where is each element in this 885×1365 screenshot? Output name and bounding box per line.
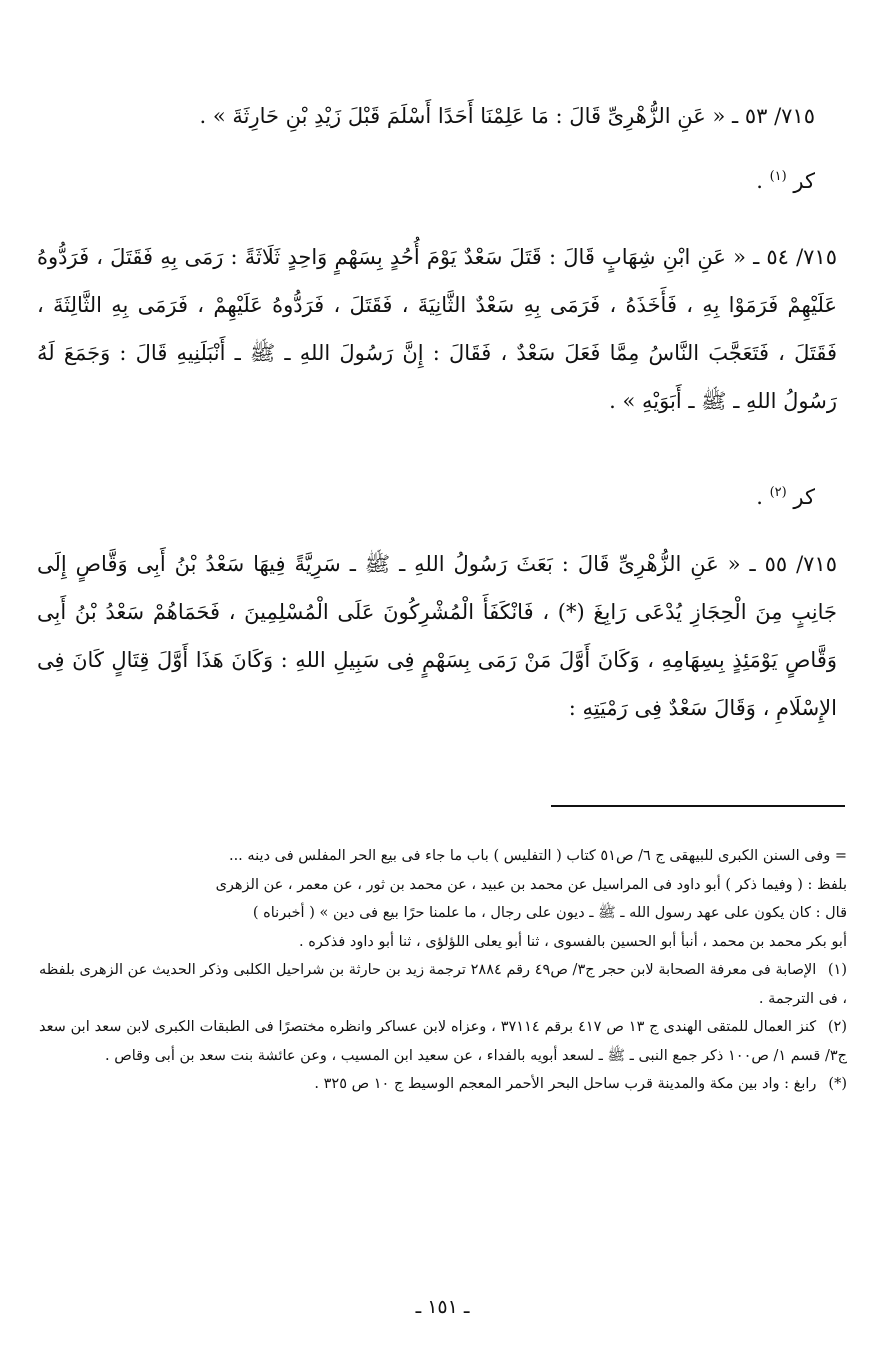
source-53-abbrev: كر: [793, 169, 815, 193]
footnote-star-text: رابغ : واد بين مكة والمدينة قرب ساحل البحر الأحمر المعجم الوسيط ج ١٠ ص ٣٢٥ .: [314, 1076, 817, 1092]
page-number: ـ ١٥١ ـ: [415, 1296, 470, 1318]
hadith-54: ٧١٥/ ٥٤ ـ « عَنِ ابْنِ شِهَابٍ قَالَ : قَتَلَ سَعْدٌ يَوْمَ أُحُدٍ بِسَهْمٍ وَاحِدٍ ثَلَاثَةً : رَمَى بِهِ فَقَتَلَ ، فَرَدُّوهُ عَلَيْهِمْ فَرَمَوْا بِهِ ، فَأَخَذَهُ ، فَرَمَى بِهِ سَعْدٌ الثَّانِيَةَ ، فَقَتَلَ ، فَرَدُّوهُ عَلَيْهِمْ ، فَرَمَى بِهِ الثَّالِثَةَ ، فَقَتَلَ ، فَتَعَجَّبَ النَّاسُ مِمَّا فَعَلَ سَعْدٌ ، فَقَالَ : إِنَّ رَسُولَ اللهِ ـ ﷺ ـ أَنْبَلَنِيهِ قَالَ : وَجَمَعَ لَهُ رَسُولُ اللهِ ـ ﷺ ـ أَبَوَيْهِ » .: [37, 245, 837, 413]
footnote-2-text: كنز العمال للمتقى الهندى ج ١٣ ص ٤١٧ برقم ٣٧١١٤ ، وعزاه لابن عساكر وانظره مختصرًا فى الطبقات الكبرى لابن سعد ابن سعد ج٣/ قسم ١/ ص١٠٠ ذكر جمع النبى ـ ﷺ ـ لسعد أبويه بالفداء ، عن سعيد ابن المسيب ، وعن عائشة بنت سعد بن أبى وقاص .: [39, 1019, 847, 1064]
source-53: [15, 162, 815, 196]
footnote-star: [39, 1070, 847, 1099]
hadith-55: ٧١٥/ ٥٥ ـ « عَنِ الزُّهْرِىِّ قَالَ : بَعَثَ رَسُولُ اللهِ ـ ﷺ ـ سَرِيَّةً فِيهَا سَعْدُ بْنُ أَبِى وَقَّاصٍ إِلَى جَانِبٍ مِنَ الْحِجَازِ يُدْعَى رَابِغَ (*) ، فَانْكَفَأَ الْمُشْرِكُونَ عَلَى الْمُسْلِمِينَ ، فَحَمَاهُمْ سَعْدُ بْنُ أَبِى وَقَّاصٍ يَوْمَئِذٍ بِسِهَامِهِ ، وَكَانَ أَوَّلَ مَنْ رَمَى بِسَهْمٍ فِى سَبِيلِ اللهِ : وَكَانَ هَذَا أَوَّلَ قِتَالٍ كَانَ فِى الإِسْلَامِ ، وَقَالَ سَعْدٌ فِى رَمْيَتِهِ :: [37, 552, 837, 720]
footnote-star-marker: (*): [828, 1076, 847, 1092]
footnote-1-text: الإصابة فى معرفة الصحابة لابن حجر ج٣/ ص٤٩ رقم ٢٨٨٤ ترجمة زيد بن حارثة بن شراحيل الكلبى وذكر الحديث عن الزهرى بلفظه ، فى الترجمة .: [39, 962, 847, 1007]
source-53-period: .: [756, 169, 763, 193]
footnote-continuation-line: بلفظ : ( وفيما ذكر ) أبو داود فى المراسيل عن محمد بن عبيد ، عن محمد بن ثور ، عن معمر ، عن الزهرى: [215, 876, 847, 893]
hadith-53: ٧١٥/ ٥٣ ـ « عَنِ الزُّهْرِىِّ قَالَ : مَا عَلِمْنَا أَحَدًا أَسْلَمَ قَبْلَ زَيْدِ بْنِ حَارِثَةَ » .: [199, 104, 815, 128]
source-54-period: .: [756, 485, 763, 509]
footnote-continuation-line: = وفى السنن الكبرى للبيهقى ج ٦/ ص٥١ كتاب ( التفليس ) باب ما جاء فى بيع الحر المفلس فى دينه ...: [228, 848, 847, 864]
footnotes: [39, 842, 847, 1099]
source-54-abbrev: كر: [793, 485, 815, 509]
footnote-continuation-line: أبو بكر محمد بن محمد ، أنبأ أبو الحسين بالفسوى ، ثنا أبو يعلى اللؤلؤى ، ثنا أبو داود فذكره .: [299, 933, 847, 950]
source-54-footnote-ref: (٢): [769, 485, 787, 500]
source-54: [15, 478, 815, 512]
source-53-footnote-ref: (١): [769, 169, 787, 184]
footnote-1: [39, 956, 847, 1013]
footnote-2-marker: (٢): [827, 1019, 848, 1035]
footnote-2: [39, 1013, 847, 1070]
footnote-1-marker: (١): [827, 962, 847, 978]
footnote-continuation-line: قال : كان يكون على عهد رسول الله ـ ﷺ ـ ديون على رجال ، ما علمنا حرًا بيع فى دين » ( أخبرناه ): [252, 905, 847, 921]
footnote-divider: [551, 805, 845, 807]
